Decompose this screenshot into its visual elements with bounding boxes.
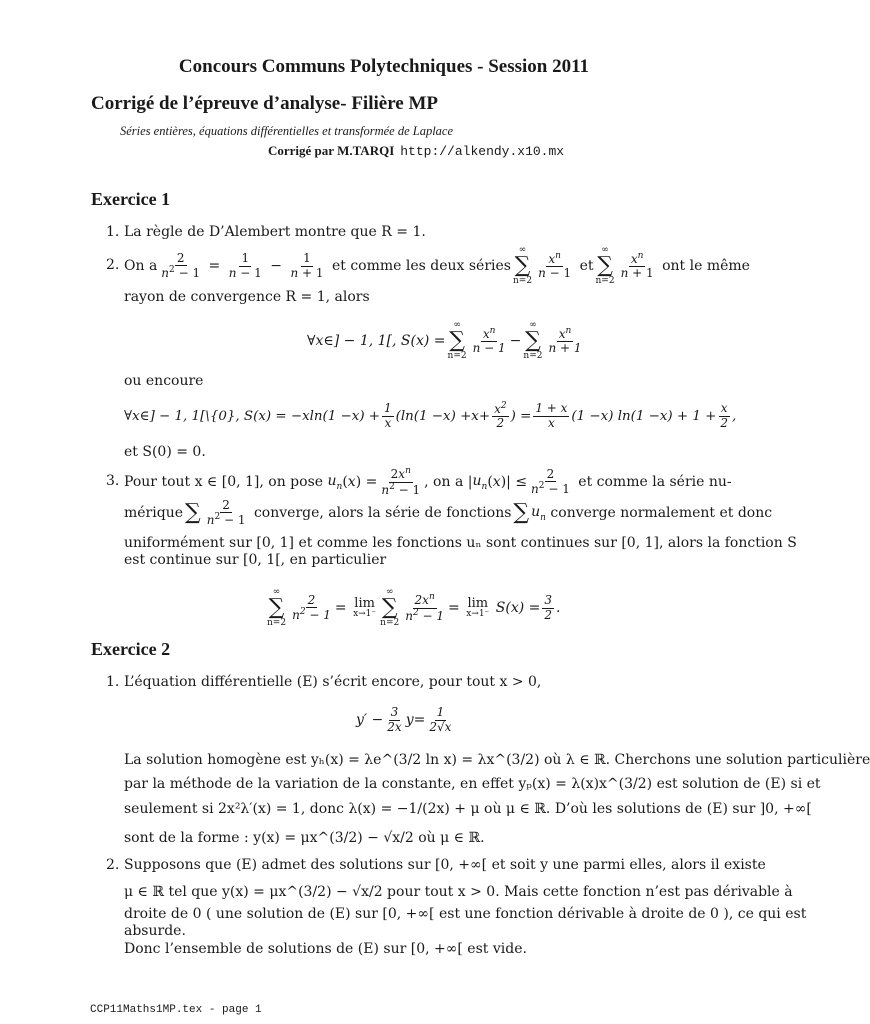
formula-fraction: $\frac{2}{n^2 - 1}$ [161,250,201,280]
ex1-q1-text: La règle de D’Alembert montre que R = 1. [124,224,426,240]
formula-fraction: $\frac{2x^n}{n^2 - 1}$ [381,466,421,497]
document-subtitle: Corrigé de l’épreuve d’analyse- Filière MP [91,93,439,114]
ex2-q2-d: absurde. [124,923,186,939]
document-title: Concours Communs Polytechniques - Session 2011 [178,56,590,77]
page-footer: CCP11Maths1MP.tex - page 1 [90,1004,262,1016]
ex1-q2-a: On a [124,258,158,274]
ex1-q3-c: et comme la série nu- [578,474,732,490]
ex2-q2-b: μ ∈ ℝ tel que y(x) = μx^(3/2) − √x/2 pour tout x > 0. Mais cette fonction n’est pas dérivable à [124,884,793,900]
exercise-2-heading: Exercice 2 [91,639,171,659]
ex1-q3-line2: mérique ∑ $\frac{2}{n^2 - 1}$ converge, alors la série de fonctions ∑ $u_n$ converge normalement et donc [124,497,773,527]
formula-equation-E: y ′ − $\frac{3}{2x}$ y = $\frac{1}{2√x}$ [356,705,452,734]
ex2-q1-c: par la méthode de la variation de la constante, en effet yₚ(x) = λ(x)x^(3/2) est solution de (E) si et [124,776,821,792]
ex1-q3-a: Pour tout x ∈ [0, 1], on pose [124,474,324,490]
ex1-q3-b: , on a [424,474,464,490]
ex2-q2-number: 2. [106,857,120,873]
ex1-q3-h: est continue sur [0, 1[, en particulier [124,552,387,568]
ex2-q2-e: Donc l’ensemble de solutions de (E) sur [0, +∞[ est vide. [124,941,527,957]
ex2-q2-c: droite de 0 ( une solution de (E) sur [0, +∞[ est une fonction dérivable à droite de 0 ), ce qui est [124,906,807,922]
ex2-q1-b: La solution homogène est yₕ(x) = λe^(3/2 ln x) = λx^(3/2) où λ ∈ ℝ. Cherchons une solution particulière [124,752,870,768]
ex1-q2-b: et comme les deux séries [331,258,511,274]
ex2-q2-a: Supposons que (E) admet des solutions sur [0, +∞[ et soit y une parmi elles, alors il existe [124,857,766,873]
formula-limit-sum: ∞ ∑ n=2 $\frac{2}{n^2 - 1}$ = lim x→1⁻ ∞ ∑ n=2 $\frac{2x^n}{n^2 - 1}$ = lim x→1⁻ S ( x ) = $\frac{3}{2}$ . [267,587,561,628]
ex1-q2-e: rayon de convergence R = 1, alors [124,289,370,305]
formula-fraction: $\frac{x^n}{n - 1}$ [538,250,572,280]
ex1-q2-c: et [579,258,594,274]
ex2-q1-number: 1. [106,674,120,690]
ex1-q3-line1: Pour tout x ∈ [0, 1], on pose $u_n$ ( x ) = $\frac{2x^n}{n^2 - 1}$ , on a | $u_n$ ( x )| ≤ $\frac{2}{n^2 - 1}$ et comme la série nu- [124,466,732,497]
ex1-q2-g: et S(0) = 0. [124,444,206,460]
author-line [268,143,564,159]
formula-fraction: $\frac{2}{n^2 - 1}$ [206,497,246,527]
sum-symbol: ∞ ∑ n=2 [513,245,533,286]
formula-fraction: $\frac{x^n}{n + 1}$ [620,250,654,280]
author-label: Corrigé par M.TARQI [268,143,395,158]
formula-fraction: $\frac{1}{n - 1}$ [228,251,262,280]
ex1-q3-f: converge normalement et donc [550,505,773,521]
ex2-q1-e: sont de la forme : y(x) = μx^(3/2) − √x/2 où μ ∈ ℝ. [124,830,485,846]
ex1-q2-d: ont le même [662,258,750,274]
ex1-q2-number: 2. [106,257,120,273]
exercise-1-heading: Exercice 1 [91,189,171,209]
ex1-q2-f: ou encoure [124,373,204,389]
ex1-q3-g: uniformément sur [0, 1] et comme les fonctions uₙ sont continues sur [0, 1], alors la fonction S [124,535,797,551]
ex2-q1-d: seulement si 2x²λ′(x) = 1, donc λ(x) = −1/(2x) + μ où μ ∈ ℝ. D’où les solutions de (E) sur ]0, +∞[ [124,801,812,817]
document-topic: Séries entières, équations différentielles et transformée de Laplace [120,124,454,138]
formula-fraction: $\frac{2}{n^2 - 1}$ [531,466,570,496]
ex1-q3-number: 3. [106,473,120,489]
author-url[interactable]: http://alkendy.x10.mx [400,144,565,159]
ex1-q2-line1: On a $\frac{2}{n^2 - 1}$ = $\frac{1}{n - 1}$ − $\frac{1}{n + 1}$ et comme les deux séries ∞ ∑ n=2 $\frac{x^n}{n - 1}$ et ∞ ∑ n=2 $\frac{x^n}{n + 1}$ ont le même [124,245,750,286]
ex1-q3-e: converge, alors la série de fonctions [253,505,512,521]
formula-S-definition: ∀ x ∈] − 1, 1[, S ( x ) = ∞ ∑ n=2 $\frac{x^n}{n - 1}$ − ∞ ∑ n=2 $\frac{x^n}{n + 1}$ [307,320,582,361]
ex1-q1-number: 1. [106,224,120,240]
sum-symbol: ∞ ∑ n=2 [595,245,615,286]
ex1-q3-d: mérique [124,505,183,521]
formula-S-closed-form: ∀ x ∈] − 1, 1[\{0}, S ( x ) = − x ln(1 − x ) + $\frac{1}{x}$ (ln(1 − x ) + x + $\frac{x^2}{2}$ ) = $\frac{1 + x}{x}$ (1 − x ) ln(1 − x ) + 1 + $\frac{x}{2}$ , [124,400,737,430]
formula-fraction: $\frac{1}{n + 1}$ [290,251,324,280]
ex2-q1-a: L’équation différentielle (E) s’écrit encore, pour tout x > 0, [124,674,542,690]
